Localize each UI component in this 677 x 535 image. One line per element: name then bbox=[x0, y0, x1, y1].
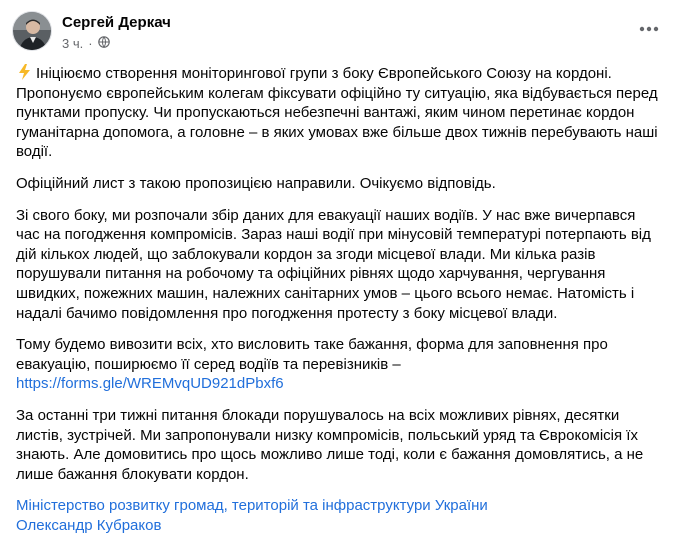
author-name[interactable]: Сергей Деркач bbox=[62, 14, 171, 31]
lightning-emoji-icon bbox=[16, 64, 34, 80]
author-avatar[interactable] bbox=[12, 11, 52, 51]
post-body bbox=[16, 64, 663, 535]
globe-icon[interactable] bbox=[98, 36, 110, 51]
tagged-pages bbox=[16, 496, 663, 535]
paragraph-text: Ініціюємо створення моніторингової групи з боку Європейського Союзу на кордоні. Пропонуємо європейським колегам фіксувати офіційно ту ситуацію, яка відбувається перед пунктами пропуску. Чи пропускаються небезпечні вантажі, яким чином перетинає кордон гуманітарна допомога, а головне – в яких умовах вже більше двох тижнів перебувають наші водії. bbox=[16, 65, 658, 161]
tag-kubrakov[interactable]: Олександр Кубраков bbox=[16, 516, 162, 534]
more-options-icon[interactable] bbox=[635, 19, 663, 39]
meta-separator: · bbox=[88, 36, 93, 51]
post-time[interactable]: 3 ч. bbox=[62, 36, 84, 51]
post-paragraph-1 bbox=[16, 64, 663, 162]
post-paragraph-4 bbox=[16, 335, 663, 394]
avatar-image bbox=[13, 12, 52, 51]
tag-ministry[interactable]: Міністерство розвитку громад, територій та інфраструктури України bbox=[16, 497, 488, 515]
post-paragraph-3: Зі свого боку, ми розпочали збір даних для евакуації наших водіїв. У нас вже вичерпався час на погодження компромісів. Зараз наші водії при мінусовій температурі потерпають від дій кількох людей, що заблокували кордон за згоди місцевої влади. Ми кілька разів порушували питання на робочому та офіційних рівнях щодо харчування, чергування швидких, пожежних машин, належних санітарних умов – цього всього немає. Натомість і надалі бачимо повідомлення про погодження протесту з боку місцевої влади. bbox=[16, 206, 651, 322]
post-paragraph-5: За останні три тижні питання блокади порушувалось на всіх можливих рівнях, десятки листів, зустрічей. Ми запропонували низку компромісів, польський уряд та Єврокомісія їх знають. Але домовитись про щось можливо лише тоді, коли є бажання домовлятись, а не лише бажання блокувати кордон. bbox=[16, 406, 644, 483]
post-header bbox=[12, 11, 665, 59]
paragraph-text: Тому будемо вивозити всіх, хто висловить таке бажання, форма для заповнення про евакуацію, поширюємо її серед водіїв та перевізників – bbox=[16, 336, 608, 373]
evacuation-form-link[interactable]: https://forms.gle/WREMvqUD921dPbxf6 bbox=[16, 375, 284, 393]
post-meta bbox=[62, 36, 110, 51]
post-paragraph-2: Офіційний лист з такою пропозицією направили. Очікуємо відповідь. bbox=[16, 174, 496, 192]
